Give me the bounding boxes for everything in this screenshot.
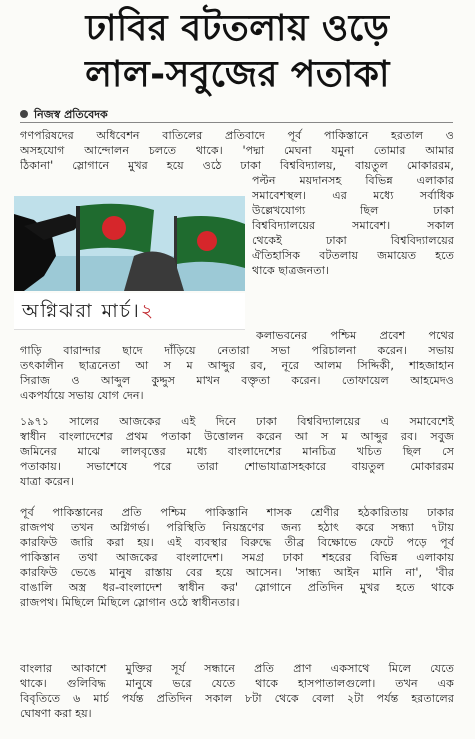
text-line: ১৯৭১ সালের আজকের এই দিনে ঢাকা বিশ্ববিদ্যালয়ের এ সমাবেশেই	[20, 415, 454, 428]
byline	[20, 108, 108, 122]
text-line: সমাবেশস্থল। এর মধ্যে সর্বাধিক	[252, 189, 454, 202]
text-line: ঠিকানা' স্লোগানে মুখর হয়ে ওঠে ঢাকা বিশ্ববিদ্যালয়, বায়তুল মোকাররম,	[20, 159, 454, 172]
text-line: বাঙালি অস্ত্র ধর-বাংলাদেশ স্বাধীন কর' স্লোগানে প্রতিদিন মুখর হতে থাকে	[20, 581, 454, 594]
paragraph-3	[20, 343, 454, 403]
text-line: অসহযোগ আন্দোলন চলতে থাকে। 'পদ্মা মেঘনা যমুনা তোমার আমার	[20, 144, 454, 157]
headline-line-2: লাল-সবুজের পতাকা	[85, 54, 390, 95]
text-line: উল্লেখযোগ্য ছিল ঢাকা	[252, 204, 454, 217]
text-line: একপর্যায়ে সভায় যোগ দেন।	[20, 389, 144, 402]
text-line: রাজপথ। মিছিলে মিছিলে স্লোগান ওঠে স্বাধীনতার।	[20, 596, 240, 609]
text-line: ঐতিহাসিক বটতলায় জমায়েত হতে	[252, 249, 454, 262]
text-line: ঘোষণা করা হয়।	[20, 707, 92, 720]
text-line: পতাকায়। সভাশেষে পরে তারা শোভাযাত্রাসহকারে বায়তুল মোকাররম	[20, 460, 454, 473]
text-line: তৎকালীন ছাত্রনেতা আ স ম আব্দুর রব, নূরে আলম সিদ্দিকী, শাহজাহান	[20, 359, 454, 372]
text-line: বিশ্ববিদ্যালয়ের সমাবেশ। সকাল	[252, 219, 454, 232]
paragraph-2	[252, 173, 454, 278]
bullet-icon	[20, 110, 28, 118]
paragraph-5	[20, 505, 454, 610]
divider	[20, 122, 453, 123]
news-photo	[14, 196, 245, 291]
text-line: পাকিস্তান তথা আজকের বাংলাদেশ। সমগ্র ঢাকা শহরের বিভিন্ন এলাকায়	[20, 551, 454, 564]
text-line: বিবৃতিতে ৬ মার্চ পর্যন্ত প্রতিদিন সকাল ৮টা থেকে বেলা ২টা পর্যন্ত হরতালের	[20, 692, 454, 705]
text-line: পূর্ব পাকিস্তানের প্রতি পশ্চিম পাকিস্তানি শাসক শ্রেণীর হঠকারিতায় ঢাকার	[20, 506, 454, 519]
text-line: থেকেই ঢাকা বিশ্ববিদ্যালয়ের	[252, 234, 454, 247]
paragraph-6	[20, 661, 454, 721]
paragraph-1	[20, 128, 454, 173]
text-line: গণপরিষদের অধিবেশন বাতিলের প্রতিবাদে পূর্ব পাকিস্তানে হরতাল ও	[20, 129, 454, 142]
photo-caption	[22, 296, 155, 326]
text-line: স্বাধীন বাংলাদেশের প্রথম পতাকা উত্তোলন করেন আ স ম আব্দুর রব। সবুজ	[20, 430, 454, 443]
paragraph-4	[20, 414, 454, 489]
text-line: জমিনের মাঝে লালবৃত্তের মধ্যে বাংলাদেশের মানচিত্র খচিত ছিল সে	[20, 445, 454, 458]
text-line: সিরাজ ও আব্দুল কুদ্দুস মাখন বক্তৃতা করেন। তোফায়েল আহমেদও	[20, 374, 454, 387]
text-line: বাংলার আকাশে মুক্তির সূর্য সন্ধানে প্রতি প্রাণ একসাথে মিলে যেতে	[20, 662, 454, 675]
text-line: গাড়ি বারান্দার ছাদে দাঁড়িয়ে নেতারা সভা পরিচালনা করেন। সভায়	[20, 344, 454, 357]
caption-text: অগ্নিঝরা মার্চ।	[22, 300, 141, 322]
flag-photo-illustration	[14, 196, 245, 291]
headline-line-1: ঢাবির বটতলায় ওড়ে	[85, 8, 390, 49]
text-line: থাকে ছাত্রজনতা।	[252, 264, 329, 277]
headline	[0, 6, 475, 98]
byline-text: নিজস্ব প্রতিবেদক	[34, 108, 108, 121]
text-line: থাকে। গুলিবিদ্ধ মানুষে ভরে যেতে থাকে হাসপাতালগুলো। তখন এক	[20, 677, 454, 690]
text-line: কারফিউ জারি করা হয়। এই ব্যবস্থার বিরুদ্ধে তীব্র বিক্ষোভে ফেটে পড়ে পূর্ব	[20, 536, 454, 549]
text-line: পল্টন ময়দানসহ বিভিন্ন এলাকার	[252, 174, 454, 187]
text-line: কারফিউ ভেঙে মানুষ রাস্তায় বের হয়ে আসেন। 'সান্ধ্য আইন মানি না', 'বীর	[20, 566, 454, 579]
text-line: রাজপথ তখন অগ্নিগর্ভ। পরিস্থিতি নিয়ন্ত্রণের জন্য হঠাৎ করে সন্ধ্যা ৭টায়	[20, 521, 454, 534]
text-line: যাত্রা করেন।	[20, 475, 74, 488]
text-line: কলাভবনের পশ্চিম প্রবেশ পথের	[256, 329, 454, 342]
paragraph-3-first-line	[256, 328, 454, 343]
caption-number: ২	[140, 300, 156, 322]
